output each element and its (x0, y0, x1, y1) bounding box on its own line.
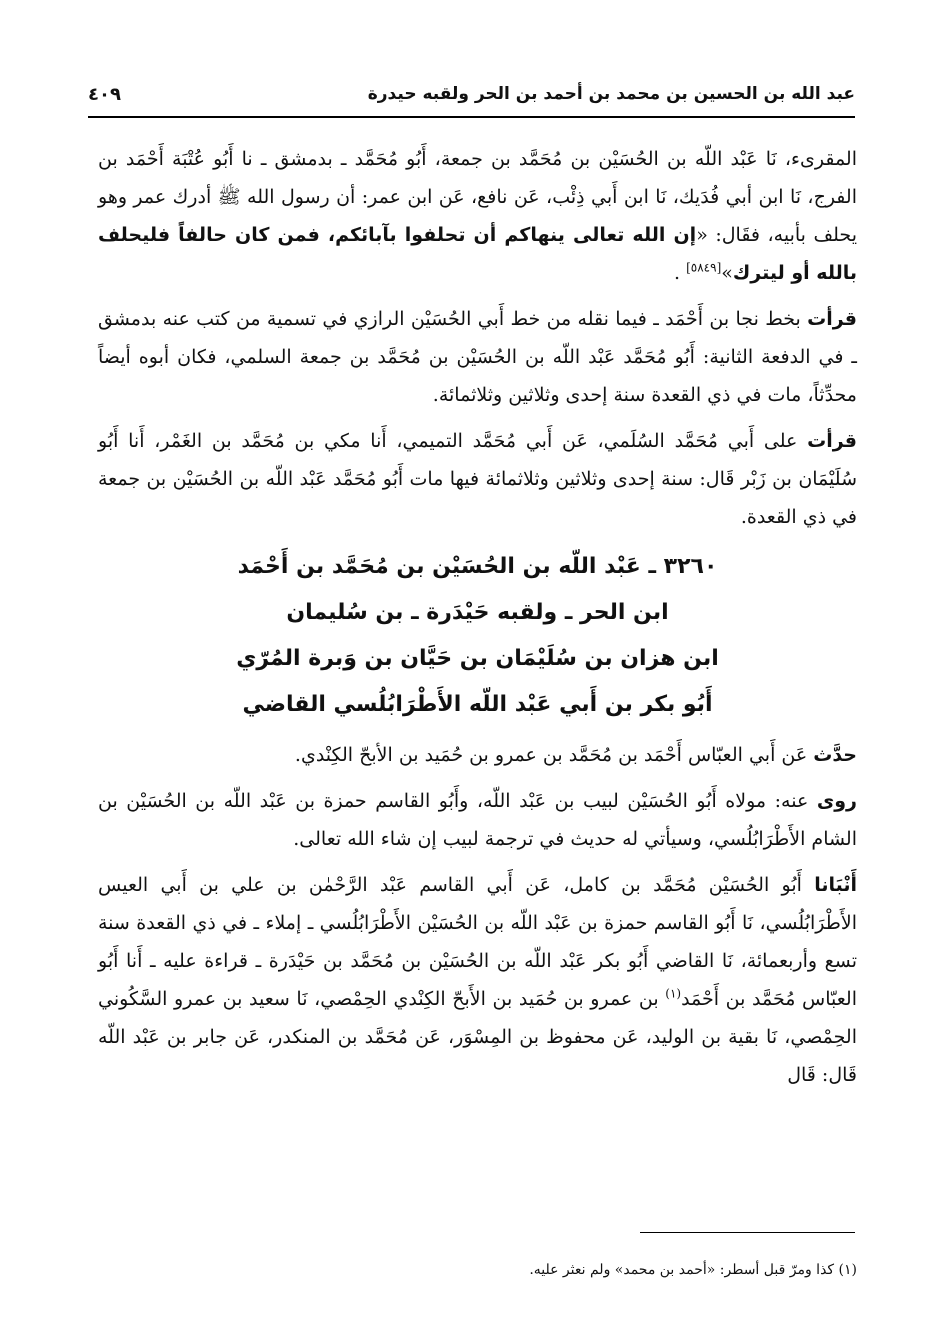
entry-title (98, 544, 857, 728)
quote-close: » (721, 262, 733, 284)
paragraph-end: . (674, 262, 687, 284)
footnote-divider (640, 1232, 855, 1233)
page-number: ٤٠٩ (88, 84, 121, 105)
entry-title-line: أَبُو بكر بن أَبي عَبْد اللّه الأَطْرَابُلُسي القاضي (242, 692, 713, 717)
paragraph-text: عنه: مولاه أَبُو الحُسَيْن لبيب بن عَبْد اللّه، وأَبُو القاسم حمزة بن عَبْد اللّه بن الحُسَيْن بن الشام الأَطْرَابُلُسي، وسيأتي له حديث في ترجمة لبيب إن شاء الله تعالى. (98, 790, 857, 850)
paragraph-lead: حدَّث (813, 744, 857, 766)
paragraph-qaraat-1 (98, 300, 857, 414)
paragraph-qaraat-2 (98, 422, 857, 536)
footnote-marker: (١) (665, 986, 682, 1001)
paragraph-lead: قرأت (807, 430, 857, 452)
paragraph-hadith (98, 140, 857, 292)
paragraph-lead: قرأت (807, 308, 857, 330)
entry-title-line: ٣٢٦٠ ـ عَبْد اللّه بن الحُسَيْن بن مُحَمَّد بن أَحْمَد (237, 554, 718, 579)
paragraph-text: المقرىء، نَا عَبْد اللّه بن الحُسَيْن بن مُحَمَّد بن جمعة، أَبُو مُحَمَّد ـ بدمشق ـ نا أَبُو عُتْبَة أَحْمَد بن الفرج، نَا ابن أبي فُدَيك، نَا ابن أَبي ذِئْب، عَن نافع، عَن ابن عمر: أن رسول الله ﷺ أدرك عمر وهو يحلف بأبيه، فقَال: « (98, 148, 857, 246)
paragraph-haddatha (98, 736, 857, 774)
entry-title-line: ابن هزان بن سُلَيْمَان بن حَيَّان بن وَبرة المُرّي (236, 646, 719, 671)
paragraph-text: بخط نجا بن أَحْمَد ـ فيما نقله من خط أَبي الحُسَيْن الرازي في تسمية من كتب عنه بدمشق ـ في الدفعة الثانية: أَبُو مُحَمَّد عَبْد اللّه بن الحُسَيْن بن مُحَمَّد بن جمعة السلمي، فكان أبوه أيضاً محدِّثاً، مات في ذي القعدة سنة إحدى وثلاثين وثلاثمائة. (98, 308, 857, 406)
paragraph-text: أَبُو الحُسَيْن مُحَمَّد بن كامل، عَن أَبي القاسم عَبْد الرَّحْمٰن بن علي بن أَبي العيس الأَطْرَابُلُسي، نَا أَبُو القاسم حمزة بن عَبْد اللّه بن الحُسَيْن الأَطْرَابُلُسي ـ إملاء ـ في ذي القعدة سنة تسع وأربعمائة، نَا القاضي أَبُو بكر عَبْد اللّه بن الحُسَيْن بن مُحَمَّد بن حَيْدَرة ـ قراءة عليه ـ أَنا أَبُو العبّاس مُحَمَّد بن أَحْمَد (98, 874, 857, 1010)
reference-number: [٥٨٤٩] (686, 260, 722, 275)
hadith-quote: إن الله تعالى ينهاكم أن تحلفوا بآبائكم، فمن كان حالفاً فليحلف بالله أو ليترك (98, 224, 857, 284)
footnote: (١) كذا ومرّ قبل أسطر: «أحمد بن محمد» ولم نعثر عليه. (529, 1262, 857, 1278)
paragraph-text: عَن أَبي العبّاس أَحْمَد بن مُحَمَّد بن عمرو بن حُمَيد بن الأبحّ الكِنْدي. (294, 744, 814, 766)
running-title: عبد الله بن الحسين بن محمد بن أحمد بن الحر ولقبه حيدرة (367, 84, 855, 104)
paragraph-rawa (98, 782, 857, 858)
paragraph-text: على أَبي مُحَمَّد السُلَمي، عَن أَبي مُحَمَّد التميمي، أَنا مكي بن مُحَمَّد بن الغَمْر، أَنا أَبُو سُلَيْمَان بن زَبْر قَال: سنة إحدى وثلاثين وثلاثمائة فيها مات أَبُو مُحَمَّد عَبْد اللّه بن الحُسَيْن بن جمعة في ذي القعدة. (98, 430, 857, 528)
paragraph-lead: روى (816, 790, 857, 812)
entry-title-line: ابن الحر ـ ولقبه حَيْدَرة ـ بن سُليمان (286, 600, 669, 625)
paragraph-anbana (98, 866, 857, 1094)
paragraph-text: بن عمرو بن حُمَيد بن الأَبحّ الكِنْدي الحِمْصي، نَا سعيد بن عمرو السَّكُوني الحِمْصي، نَا بقية بن الوليد، عَن محفوظ بن المِسْوَر، عَن مُحَمَّد بن المنكدر، عَن جابر بن عَبْد اللّه قَال: قَال (98, 988, 857, 1086)
body-text (98, 140, 857, 1102)
paragraph-lead: أَنْبَانا (814, 874, 857, 896)
page-header (88, 80, 855, 118)
